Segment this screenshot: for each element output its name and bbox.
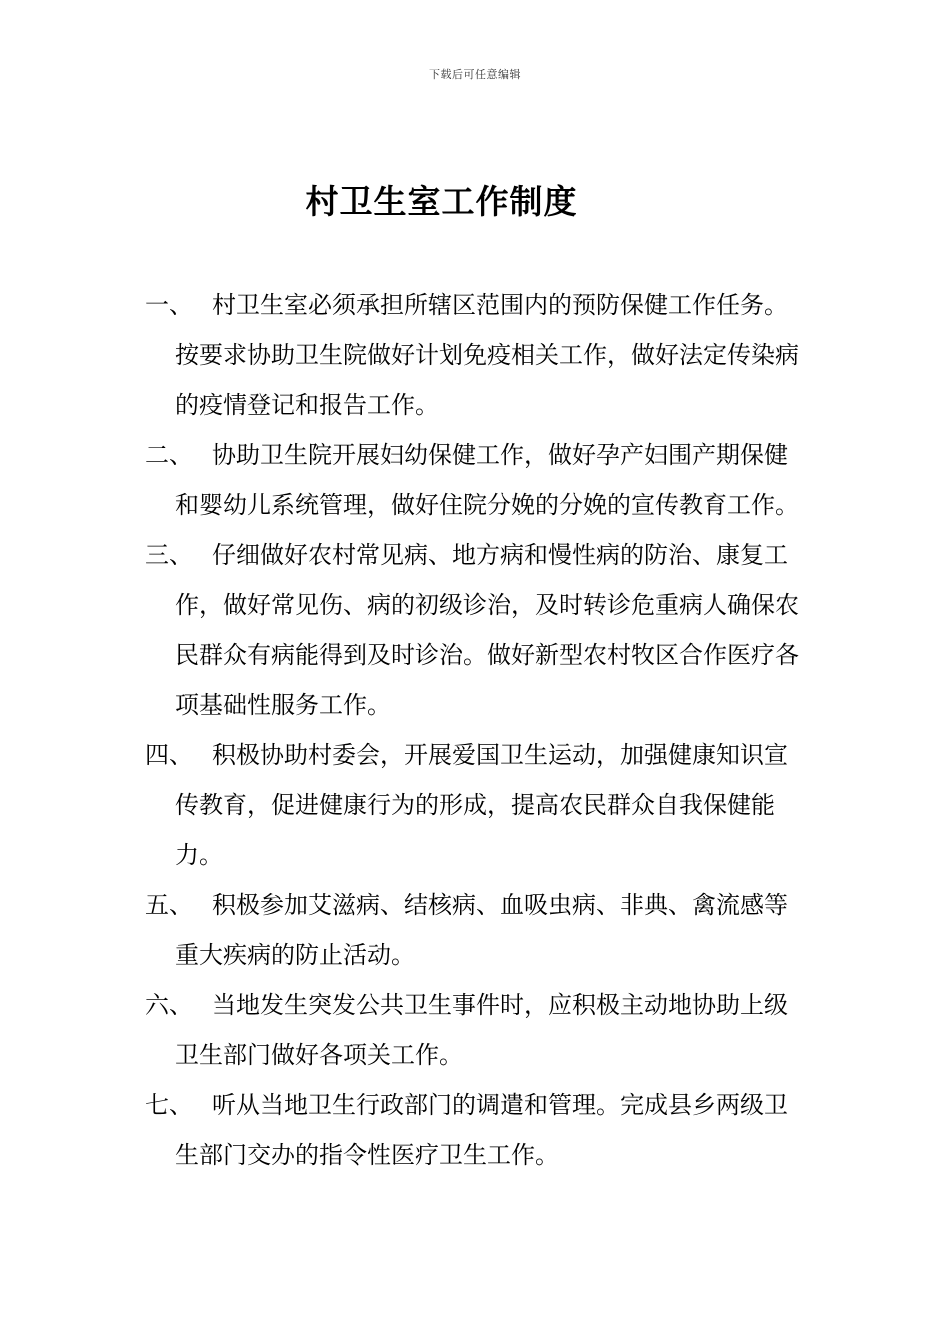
item-number: 五、 [145, 891, 193, 919]
item-text: 当地发生突发公共卫生事件时，应积极主动地协助上级卫生部门做好各项关工作。 [175, 991, 788, 1069]
regulation-item [145, 980, 835, 1080]
regulation-item [145, 280, 835, 430]
regulation-item [145, 730, 835, 880]
item-number: 一、 [145, 291, 193, 319]
regulation-list [145, 280, 835, 1180]
item-number: 二、 [145, 441, 193, 469]
regulation-item [145, 1080, 835, 1180]
regulation-item [145, 430, 835, 530]
item-number: 七、 [145, 1091, 193, 1119]
item-text: 协助卫生院开展妇幼保健工作，做好孕产妇围产期保健和婴幼儿系统管理，做好住院分娩的分娩的宣传教育工作。 [175, 441, 799, 519]
regulation-item [145, 530, 835, 730]
item-text: 积极参加艾滋病、结核病、血吸虫病、非典、禽流感等重大疾病的防止活动。 [175, 891, 788, 969]
item-text: 听从当地卫生行政部门的调遣和管理。完成县乡两级卫生部门交办的指令性医疗卫生工作。 [175, 1091, 788, 1169]
document-title: 村卫生室工作制度 [305, 182, 578, 221]
item-text: 村卫生室必须承担所辖区范围内的预防保健工作任务。按要求协助卫生院做好计划免疫相关工作，做好法定传染病的疫情登记和报告工作。 [175, 291, 799, 419]
regulation-item [145, 880, 835, 980]
item-number: 六、 [145, 991, 193, 1019]
item-text: 积极协助村委会，开展爱国卫生运动，加强健康知识宣传教育，促进健康行为的形成，提高农民群众自我保健能力。 [175, 741, 788, 869]
item-number: 四、 [145, 741, 193, 769]
header-note: 下载后可任意编辑 [429, 68, 521, 81]
item-number: 三、 [145, 541, 193, 569]
item-text: 仔细做好农村常见病、地方病和慢性病的防治、康复工作，做好常见伤、病的初级诊治，及时转诊危重病人确保农民群众有病能得到及时诊治。做好新型农村牧区合作医疗各项基础性服务工作。 [175, 541, 799, 719]
